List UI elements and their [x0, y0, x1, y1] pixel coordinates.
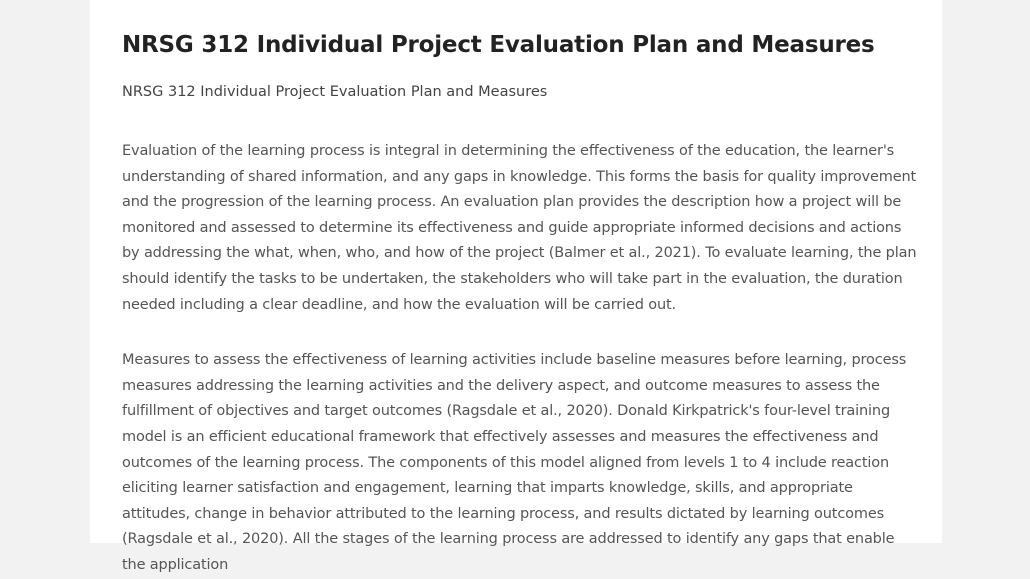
article-content — [122, 29, 917, 579]
body-paragraph-2: Measures to assess the effectiveness of learning activities include baseline measures before learning, process measures addressing the learning activities and the delivery aspect, and outcome measures to assess the fulfillment of objectives and target outcomes (Ragsdale et al., 2020). Donald Kirkpatrick's four-level training model is an efficient educational framework that effectively assesses and measures the effectiveness and outcomes of the learning process. The components of this model aligned from levels 1 to 4 include reaction eliciting learner satisfaction and engagement, learning that imparts knowledge, skills, and appropriate attitudes, change in behavior attributed to the learning process, and results dictated by learning outcomes (Ragsdale et al., 2020). All the stages of the learning process are addressed to identify any gaps that enable the application — [122, 352, 907, 573]
page-title: NRSG 312 Individual Project Evaluation Plan and Measures — [122, 32, 875, 58]
page-subtitle: NRSG 312 Individual Project Evaluation Plan and Measures — [122, 84, 548, 100]
article-page — [90, 0, 942, 573]
body-paragraph-1: Evaluation of the learning process is integral in determining the effectiveness of the education, the learner's understanding of shared information, and any gaps in knowledge. This forms the basis for quality improvement and the progression of the learning process. An evaluation plan provides the description how a project will be monitored and assessed to determine its effectiveness and guide appropriate informed decisions and actions by addressing the what, when, who, and how of the project (Balmer et al., 2021). To evaluate learning, the plan should identify the tasks to be undertaken, the stakeholders who will take part in the evaluation, the duration needed including a clear deadline, and how the evaluation will be carried out. — [122, 143, 917, 313]
